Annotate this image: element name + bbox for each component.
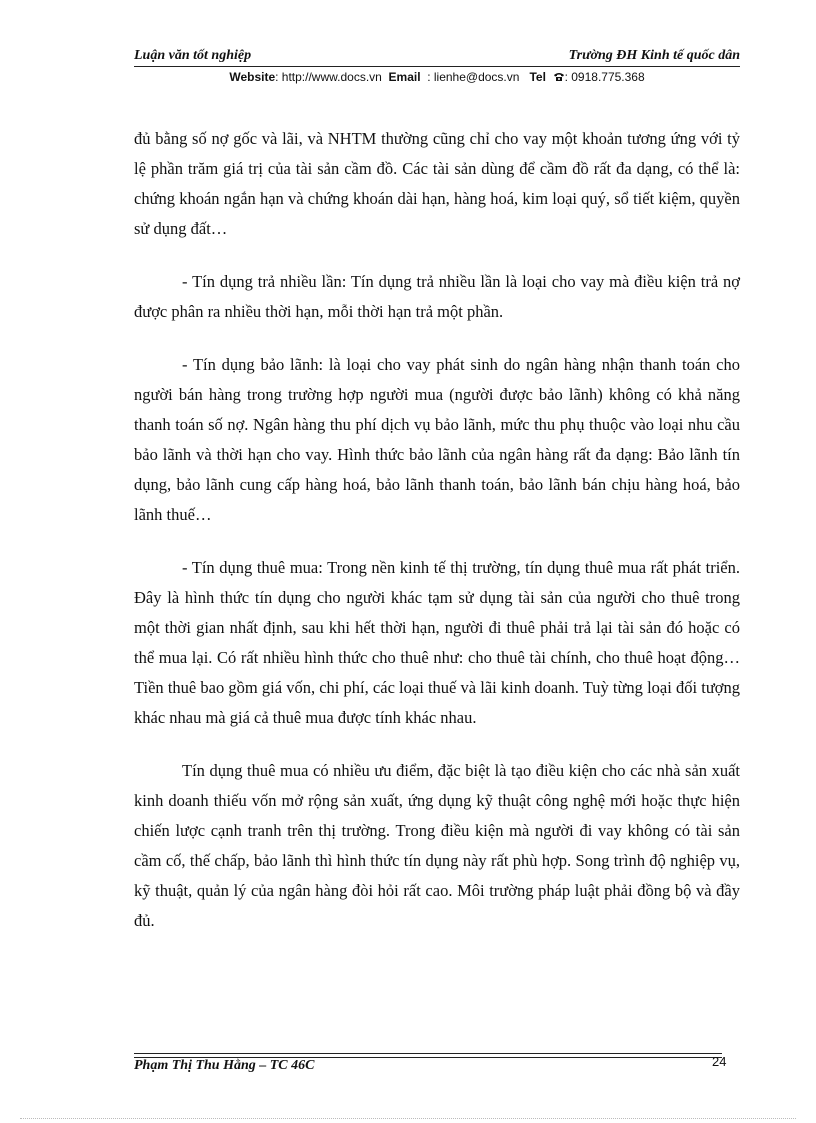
email-value: : lienhe@docs.vn bbox=[427, 70, 520, 84]
website-label: Website bbox=[229, 70, 276, 84]
tel-value: : 0918.775.368 bbox=[564, 70, 645, 84]
thesis-title: Luận văn tốt nghiệp bbox=[134, 48, 252, 63]
page-number: 24 bbox=[712, 1054, 727, 1069]
paragraph: Tín dụng thuê mua có nhiều ưu điểm, đặc biệt là tạo điều kiện cho các nhà sản xuất kinh doanh thiếu vốn mở rộng sản xuất, ứng dụng kỹ thuật công nghệ mới hoặc thực hiện chiến lược cạnh tranh trên thị trường. Trong điều kiện mà người đi vay không có tài sản cầm cố, thế chấp, bảo lãnh thì hình thức tín dụng này rất phù hợp. Song trình độ nghiệp vụ, kỹ thuật, quản lý của ngân hàng đòi hỏi rất cao. Môi trường pháp luật phải đồng bộ và đầy đủ. bbox=[134, 761, 740, 930]
university-name: Trường ĐH Kinh tế quốc dân bbox=[568, 48, 740, 63]
phone-icon bbox=[553, 70, 565, 84]
tel-label: Tel bbox=[529, 70, 546, 84]
email-label: Email bbox=[388, 70, 421, 84]
header-divider bbox=[134, 66, 740, 67]
contact-line bbox=[134, 70, 740, 84]
page-edge bbox=[20, 1118, 796, 1119]
paragraph: - Tín dụng thuê mua: Trong nền kinh tế thị trường, tín dụng thuê mua rất phát triển. Đây là hình thức tín dụng cho người khác tạm sử dụng tài sản của người cho thuê trong một thời gian nhất định, sau khi hết thời hạn, người đi thuê phải trả lại tài sản đó hoặc có thể mua lại. Có rất nhiều hình thức cho thuê như: cho thuê tài chính, cho thuê hoạt động… Tiền thuê bao gồm giá vốn, chi phí, các loại thuế và lãi kinh doanh. Tuỳ từng loại đối tượng khác nhau mà giá cả thuê mua được tính khác nhau. bbox=[134, 558, 740, 727]
paragraph: đủ bằng số nợ gốc và lãi, và NHTM thường cũng chỉ cho vay một khoản tương ứng với tỷ lệ phần trăm giá trị của tài sản cầm đồ. Các tài sản dùng để cầm đồ rất đa dạng, có thể là: chứng khoán ngắn hạn và chứng khoán dài hạn, hàng hoá, kim loại quý, sổ tiết kiệm, quyền sử dụng đất… bbox=[134, 129, 740, 238]
footer-author: Phạm Thị Thu Hằng – TC 46C bbox=[134, 1058, 315, 1073]
paragraph: - Tín dụng trả nhiều lần: Tín dụng trả nhiều lần là loại cho vay mà điều kiện trả nợ được phân ra nhiều thời hạn, mỗi thời hạn trả một phần. bbox=[134, 272, 740, 321]
paragraph: - Tín dụng bảo lãnh: là loại cho vay phát sinh do ngân hàng nhận thanh toán cho người bán hàng trong trường hợp người mua (người được bảo lãnh) không có khả năng thanh toán số nợ. Ngân hàng thu phí dịch vụ bảo lãnh, mức thu phụ thuộc vào loại nhu cầu bảo lãnh và thời hạn cho vay. Hình thức bảo lãnh của ngân hàng rất đa dạng: Bảo lãnh tín dụng, bảo lãnh cung cấp hàng hoá, bảo lãnh thanh toán, bảo lãnh bán chịu hàng hoá, bảo lãnh thuế… bbox=[134, 355, 740, 524]
document-body bbox=[134, 124, 740, 959]
website-value: : http://www.docs.vn bbox=[275, 70, 382, 84]
